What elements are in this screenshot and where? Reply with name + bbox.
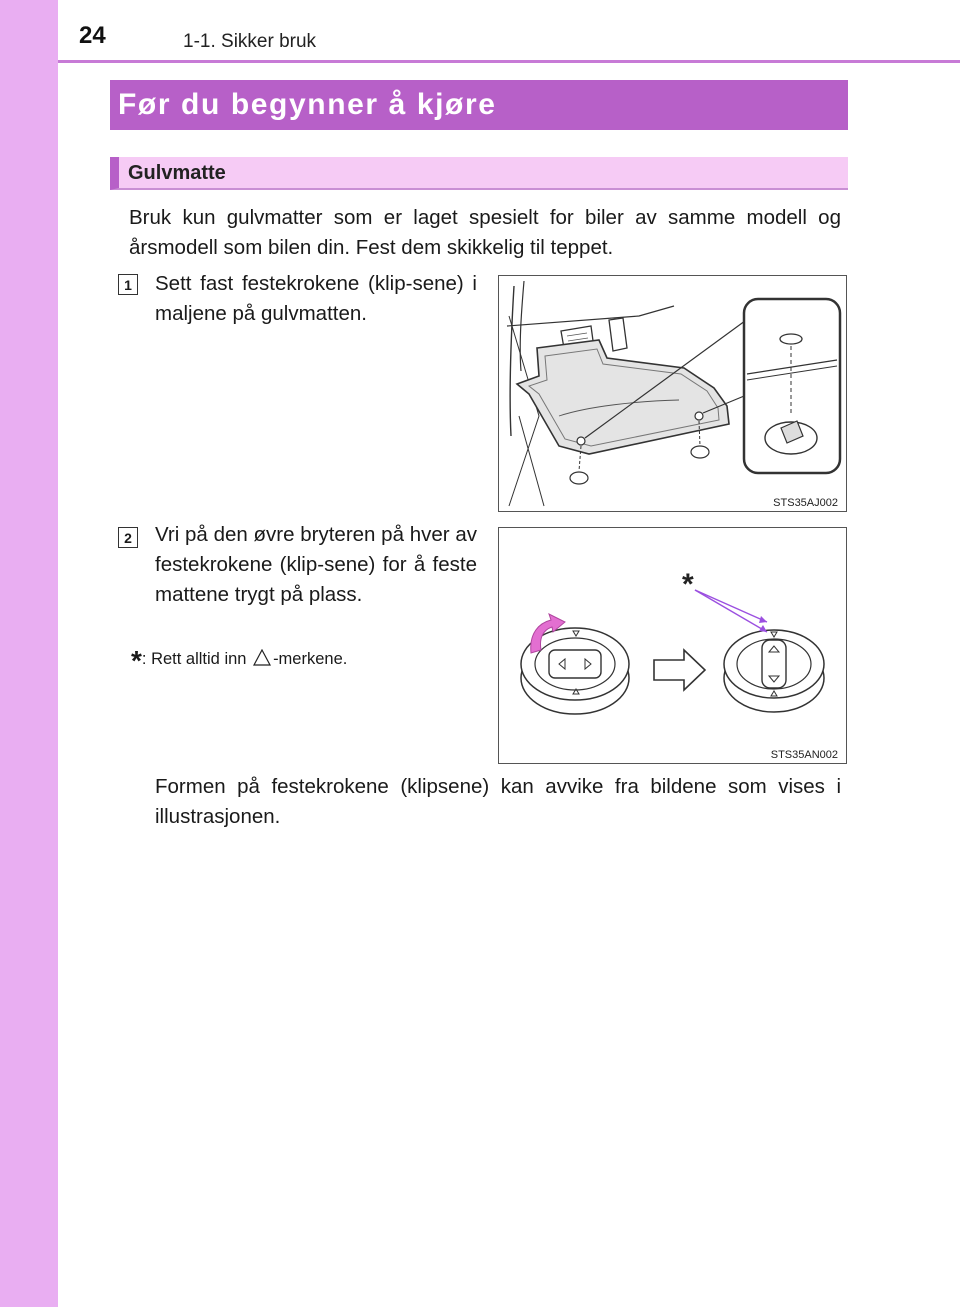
figure-code: STS35AJ002 <box>773 497 838 509</box>
header-rule <box>58 60 960 63</box>
step-number-1: 1 <box>118 274 138 295</box>
footnote-marker: * <box>131 645 142 676</box>
floor-mat-illustration <box>499 276 848 513</box>
footnote-suffix: -merkene. <box>273 650 348 668</box>
step-text-2: Vri på den øvre bryteren på hver av festekrokene (klip-sene) for å feste mattene trygt på plass. <box>155 523 477 606</box>
step-number-2: 2 <box>118 527 138 548</box>
side-bar <box>0 0 58 1307</box>
figure-clip-rotation <box>498 527 847 764</box>
clip-rotation-illustration <box>499 528 848 765</box>
triangle-mark-icon <box>253 649 271 666</box>
footnote-prefix: : Rett alltid inn <box>141 650 247 668</box>
intro-paragraph: Bruk kun gulvmatter som er laget spesielt for biler av samme modell og årsmodell som bilen din. Fest dem skikkelig til teppet. <box>129 206 841 259</box>
section-subheading: Gulvmatte <box>110 157 848 190</box>
figure-code: STS35AN002 <box>770 749 838 761</box>
note-paragraph: Formen på festekrokene (klipsene) kan avvike fra bildene som vises i illustrasjonen. <box>155 775 841 828</box>
figure-floor-mat <box>498 275 847 512</box>
footnote <box>131 645 347 677</box>
page-number: 24 <box>79 22 106 49</box>
page-title: Før du begynner å kjøre <box>110 80 848 130</box>
section-header: 1-1. Sikker bruk <box>183 31 317 52</box>
figure-marker: * <box>682 568 694 601</box>
step-text-1: Sett fast festekrokene (klip-sene) i maljene på gulvmatten. <box>155 272 477 325</box>
